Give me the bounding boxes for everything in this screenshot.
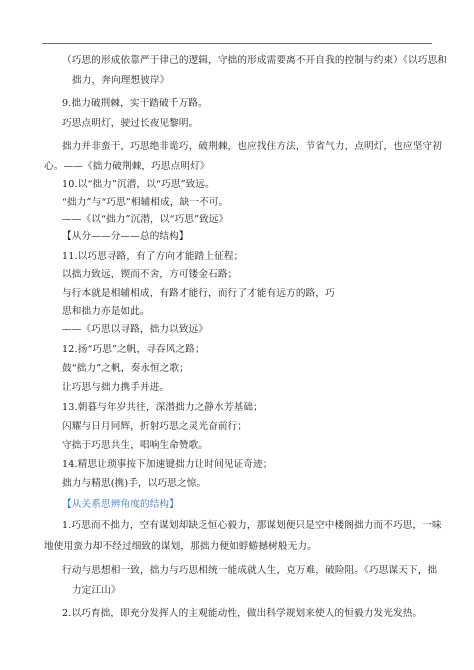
text-line: 14.精思让琐事按下加速键拙力让时间见证奇迹； <box>62 459 273 470</box>
text-line: 拙力并非蛮干，巧思绝非诡巧，破荆棘，也应找住方法，节省气力，点明灯，也应坚守初 <box>62 141 443 152</box>
text-line: 1.巧思而不拙力，空有谋划却缺乏恒心毅力，那谋划便只是空中楼阁拙力而不巧思，一味 <box>62 520 442 531</box>
text-line: （巧思的形成依靠严于律己的逻辑，守拙的形成需要离不开自我的控制与约束）《以巧思和 <box>62 55 447 66</box>
text-line: 以拙力致远，锲而不舍，方可镂金石路； <box>62 269 238 280</box>
text-line: “拙力”与“巧思”相辅相成，缺一不可。 <box>62 197 229 208</box>
header-rule <box>42 43 432 44</box>
text-line: 9.拙力破荆棘，实干踏破千万路。 <box>62 98 208 109</box>
text-line: 巧思点明灯，驶过长夜见黎明。 <box>62 118 199 129</box>
text-line: 思和拙力亦是如此。 <box>62 306 150 317</box>
text-line: 守拙于巧思共生，唱响生命赞歌。 <box>62 440 209 451</box>
text-line: 与行本就是相辅相成，有路才能行，而行了才能有远方的路，巧 <box>62 288 335 299</box>
text-line: 11.以巧思寻路，有了方向才能踏上征程； <box>62 251 244 262</box>
text-line: 13.朝暮与年岁共往，深潜拙力之静水芳基础； <box>62 402 263 413</box>
text-line: 拙力，奔向理想彼岸》 <box>72 75 170 86</box>
text-line: 力定江山》 <box>72 585 121 596</box>
text-line: 心。——《拙力破荆棘，巧思点明灯》 <box>44 161 210 172</box>
text-line: 10.以“拙力”沉潜，以“巧思”致远。 <box>62 179 215 190</box>
text-line: 让巧思与拙力携手并进。 <box>62 382 170 393</box>
text-line: 鼓“拙力”之帆，奏永恒之歌； <box>62 363 190 374</box>
section-heading: 【从关系思辨角度的结构】 <box>62 499 179 510</box>
text-line: 行动与思想相一致，拙力与巧思相统一能成就人生，克万难，破险阻。《巧思谋天下，拙 <box>62 565 438 576</box>
text-line: 12.扬“巧思”之帆，寻吞风之路； <box>62 344 205 355</box>
text-line: ——《巧思以寻路，拙力以致远》 <box>62 324 209 335</box>
section-heading: 【从分——分——总的结构】 <box>62 231 189 242</box>
text-line: 闪耀与日月同辉，折射巧思之灵光奋前行； <box>62 421 248 432</box>
text-line: 地使用蛮力却不经过细致的谋划，那拙力便如蜉蝣撼树般无力。 <box>44 541 317 552</box>
text-line: ——《以“拙力”沉潜，以“巧思”致远》 <box>62 214 229 225</box>
text-line: 拙力与精思(携)手，以巧思之惊。 <box>62 478 207 489</box>
text-line: 2.以巧育拙，即充分发挥人的主观能动性，做出科学规划来使人的恒毅力发光发热。 <box>62 608 423 619</box>
